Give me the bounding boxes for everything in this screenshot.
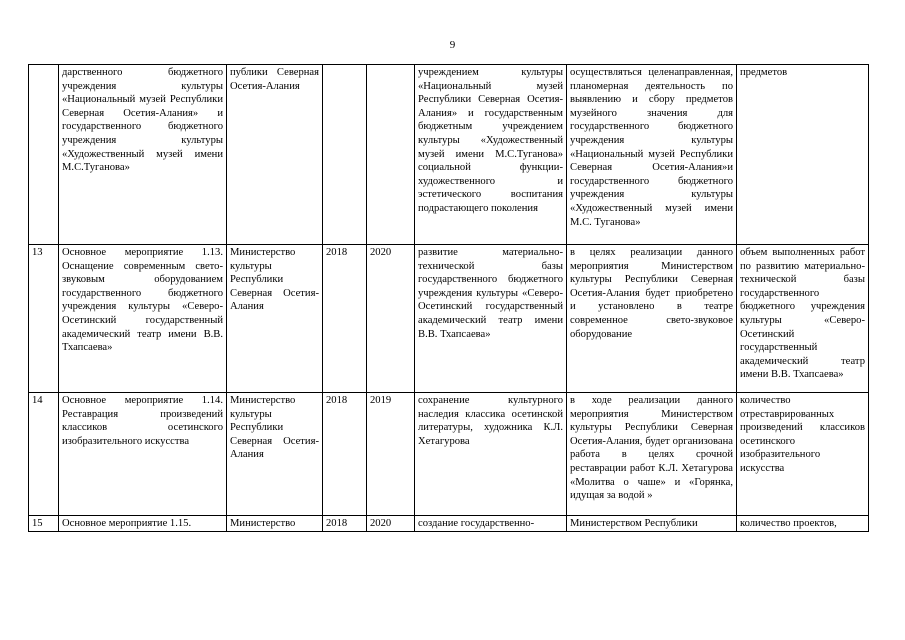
event-name-cell: Основное мероприятие 1.15. [59, 516, 227, 532]
indicator-cell: предметов [737, 65, 869, 245]
page-number: 9 [449, 39, 456, 51]
expected-result-cell: создание государственно- [415, 516, 567, 532]
table-row [29, 245, 869, 393]
start-year-cell: 2018 [323, 393, 367, 516]
table-row [29, 516, 869, 532]
table-row [29, 65, 869, 245]
description-cell: в ходе реализации данного мероприятия Министерством культуры Республики Северная Осетия-Алания, будет организована работа в целях срочной реставрации работ К.Л. Хетагурова «Молитва о чаше» и «Горянка, идущая за водой » [567, 393, 737, 516]
description-cell: осуществляться целенаправленная, планомерная деятельность по выявлению и сбору предметов музейного значения для государственного бюджетного учреждения культуры «Национальный музей Республики Северная Осетия-Алания»и государственного бюджетного учреждения культуры «Художественный музей имени М.С. Туганова» [567, 65, 737, 245]
executor-cell: Министерство культуры Республики Северная Осетия-Алания [227, 245, 323, 393]
row-number-cell: 13 [29, 245, 59, 393]
executor-cell: публики Северная Осетия-Алания [227, 65, 323, 245]
executor-cell: Министерство [227, 516, 323, 532]
expected-result-cell: учреждением культуры «Национальный музей Республики Северная Осетия-Алания» и государственным бюджетным учреждением культуры «Художественный музей имени М.С.Туганова» социальной функции- художественного и эстетического воспитания подрастающего поколения [415, 65, 567, 245]
start-year-cell: 2018 [323, 516, 367, 532]
row-number-cell: 15 [29, 516, 59, 532]
executor-cell: Министерство культуры Республики Северная Осетия-Алания [227, 393, 323, 516]
event-name-cell: дарственного бюджетного учреждения культуры «Национальный музей Республики Северная Осетия-Алания» и государственного бюджетного учреждения культуры «Художественный музей имени М.С.Туганова» [59, 65, 227, 245]
expected-result-cell: сохранение культурного наследия классика осетинской литературы, художника К.Л. Хетагурова [415, 393, 567, 516]
indicator-cell: количество отреставрированных произведений классиков осетинского изобразительного искусства [737, 393, 869, 516]
expected-result-cell: развитие материально-технической базы государственного бюджетного учреждения культуры «Северо-Осетинский государственный академический театр имени В.В. Тхапсаева» [415, 245, 567, 393]
table-row [29, 393, 869, 516]
description-cell: в целях реализации данного мероприятия Министерством культуры Республики Северная Осетия-Алания будет приобретено и установлено в театре современное свето-звуковое оборудование [567, 245, 737, 393]
end-year-cell: 2020 [367, 245, 415, 393]
end-year-cell: 2019 [367, 393, 415, 516]
row-number-cell [29, 65, 59, 245]
row-number-cell: 14 [29, 393, 59, 516]
start-year-cell: 2018 [323, 245, 367, 393]
program-events-table [28, 64, 869, 532]
description-cell: Министерством Республики [567, 516, 737, 532]
end-year-cell: 2020 [367, 516, 415, 532]
start-year-cell [323, 65, 367, 245]
end-year-cell [367, 65, 415, 245]
indicator-cell: объем выполненных работ по развитию материально-технической базы государственного бюджетного учреждения культуры «Северо-Осетинский государственный академический театр имени В.В. Тхапсаева» [737, 245, 869, 393]
event-name-cell: Основное мероприятие 1.14. Реставрация произведений классиков осетинского изобразительного искусства [59, 393, 227, 516]
event-name-cell: Основное мероприятие 1.13. Оснащение современным свето-звуковым оборудованием государственного бюджетного учреждения культуры «Северо-Осетинский государственный академический театр имени В.В. Тхапсаева» [59, 245, 227, 393]
indicator-cell: количество проектов, [737, 516, 869, 532]
